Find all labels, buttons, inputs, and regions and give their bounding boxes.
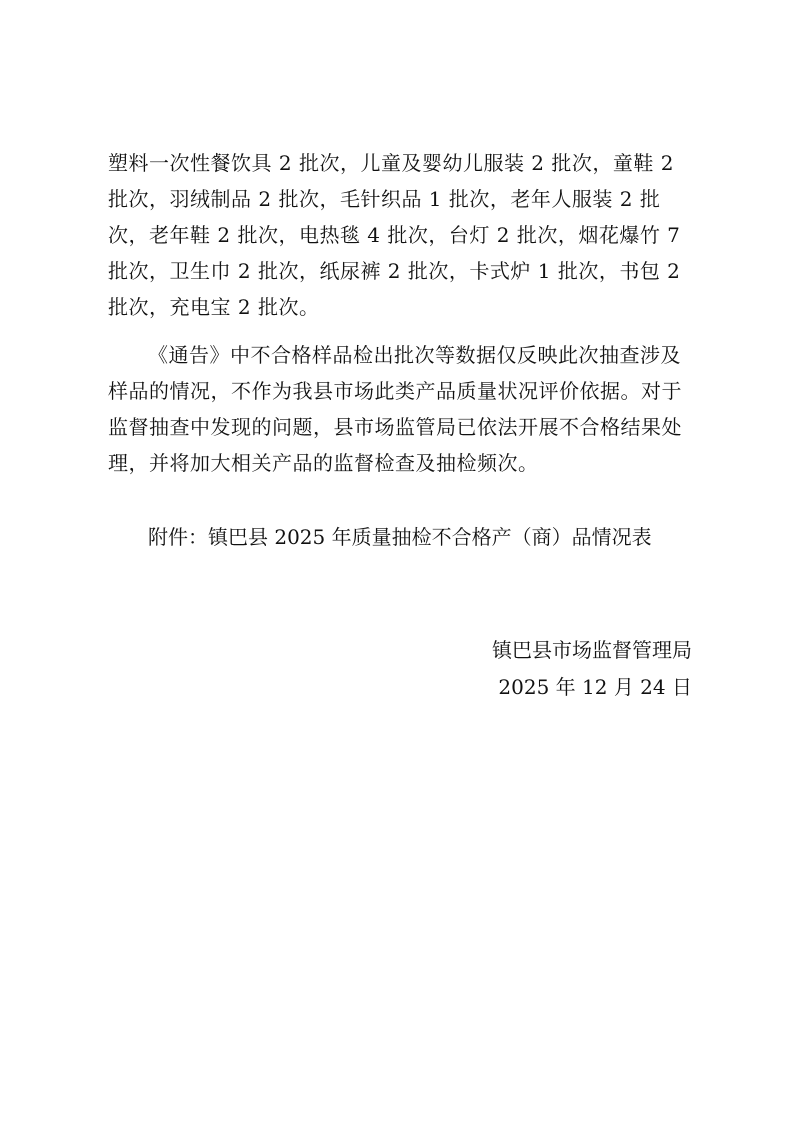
paragraph-product-batches: 塑料一次性餐饮具 2 批次，儿童及婴幼儿服装 2 批次，童鞋 2 批次，羽绒制品 2 批次，毛针织品 1 批次，老年人服装 2 批次，老年鞋 2 批次，电热毯 4 批次，台灯 2 批次，烟花爆竹 7 批次，卫生巾 2 批次，纸尿裤 2 批次，卡式炉 1 批次，书包 2 批次，充电宝 2 批次。 [108,151,681,319]
signature-organization: 镇巴县市场监督管理局 [492,638,692,662]
signature-date: 2025 年 12 月 24 日 [498,675,692,699]
attachment-line: 附件：镇巴县 2025 年质量抽检不合格产（商）品情况表 [148,525,652,549]
paragraph-notice-disclaimer: 《通告》中不合格样品检出批次等数据仅反映此次抽查涉及样品的情况，不作为我县市场此类产品质量状况评价依据。对于监督抽查中发现的问题，县市场监管局已依法开展不合格结果处理，并将加大相关产品的监督检查及抽检频次。 [108,343,682,475]
